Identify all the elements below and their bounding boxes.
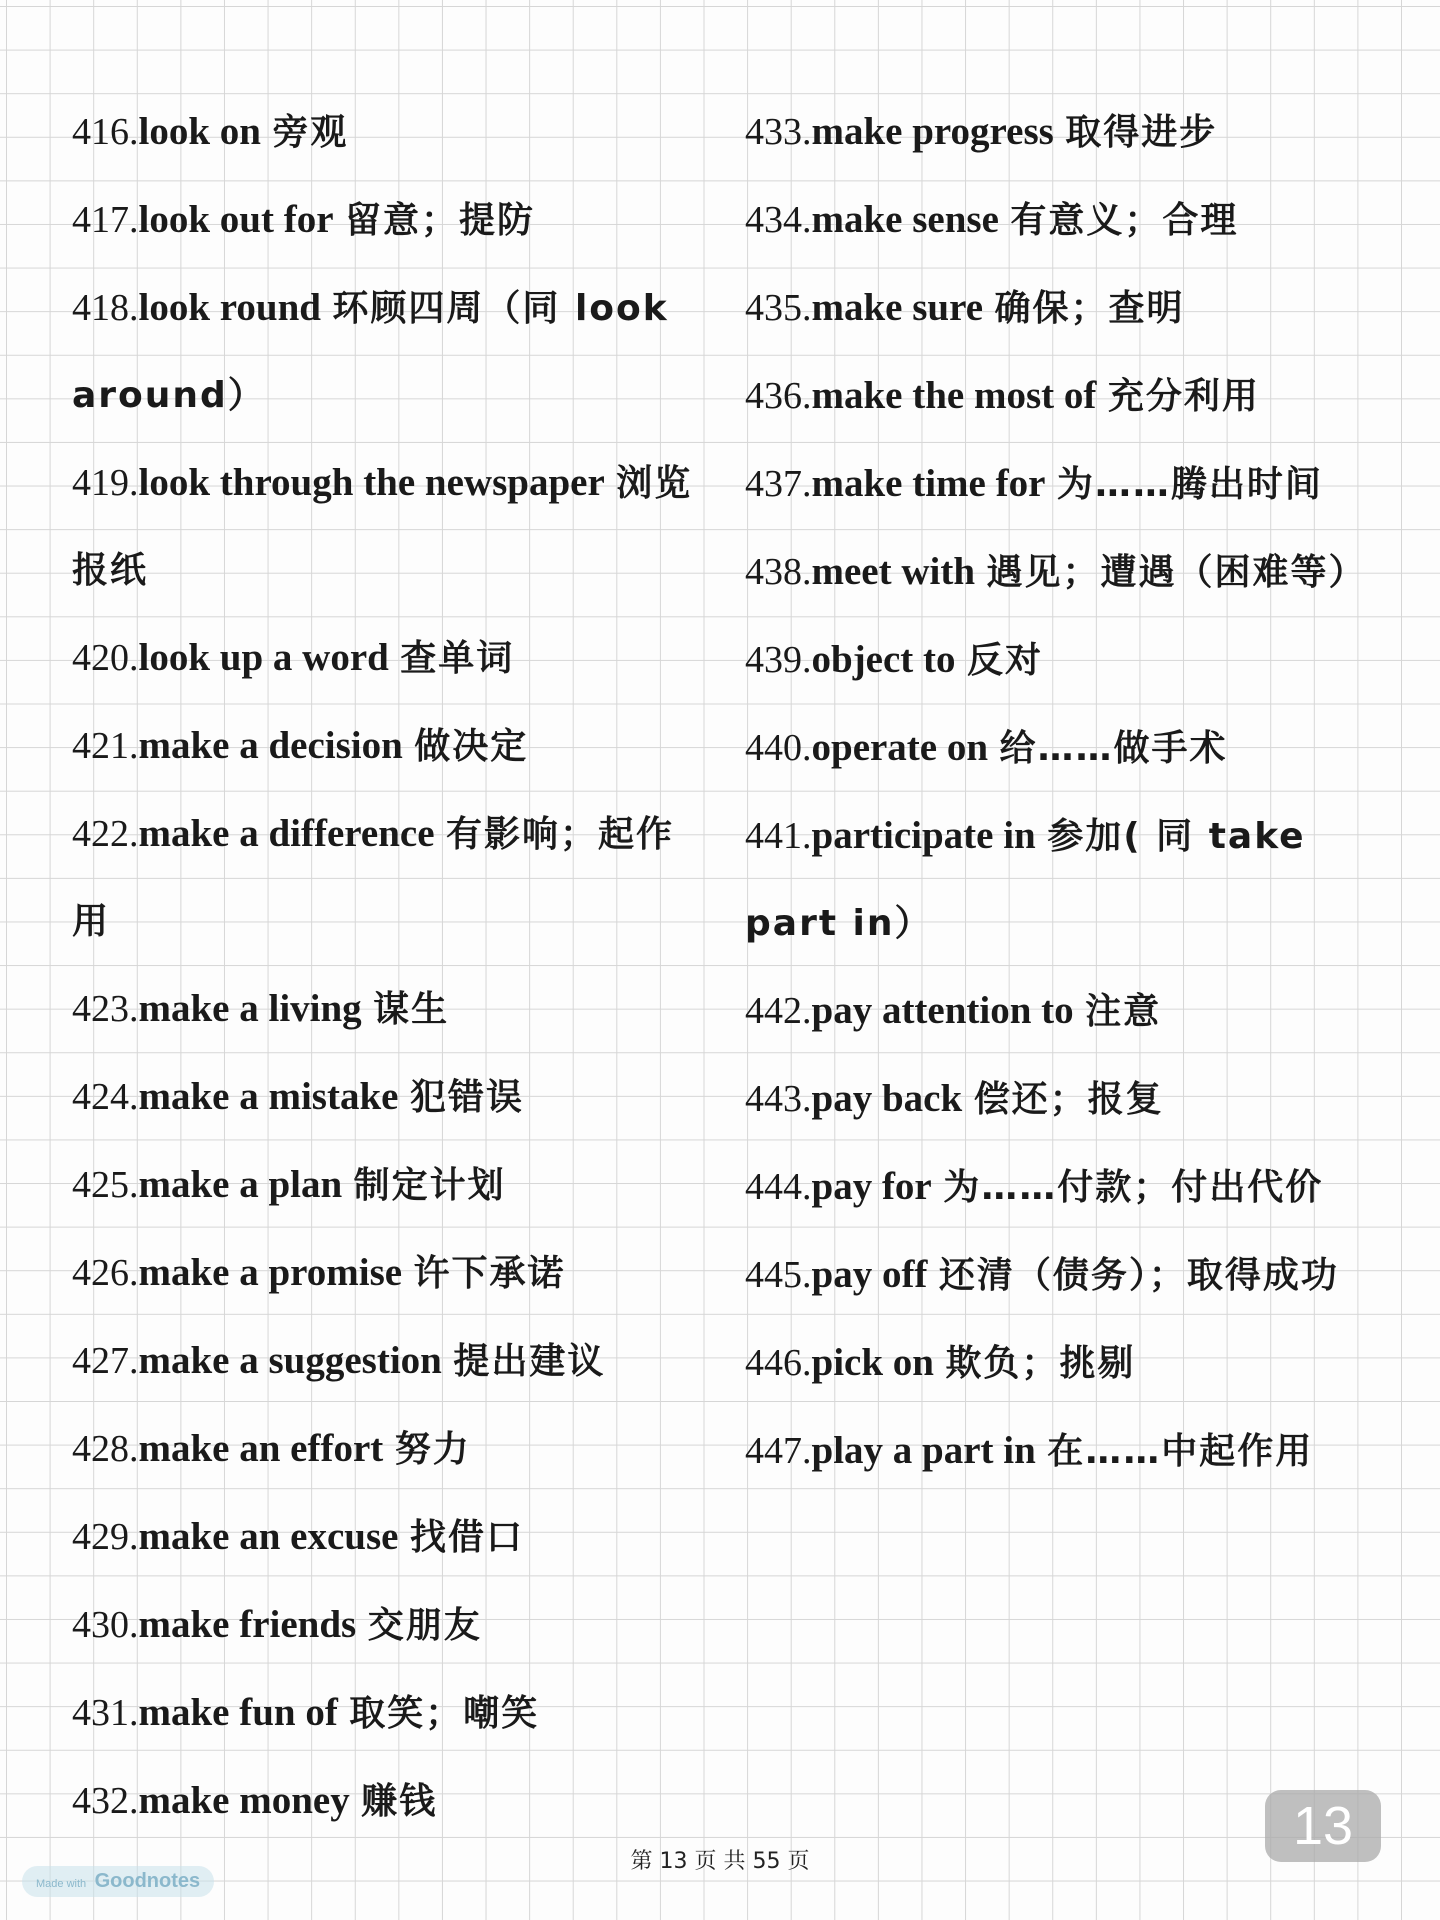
phrase-entry	[745, 528, 1385, 616]
phrase-entry	[745, 1407, 1385, 1495]
entry-number: 443.	[745, 1078, 812, 1120]
entry-phrase: look up a word	[138, 636, 389, 679]
entry-number: 445.	[745, 1254, 812, 1296]
entry-number: 446.	[745, 1342, 812, 1384]
entry-meaning: 有意义；合理	[1010, 200, 1239, 241]
left-column	[72, 88, 702, 1845]
entry-number: 417.	[72, 199, 139, 241]
entry-meaning: 留意；提防	[344, 200, 535, 241]
entry-phrase: look round	[138, 286, 321, 329]
entry-meaning: 浏览报纸	[72, 463, 693, 591]
entry-number: 424.	[72, 1076, 139, 1118]
entry-phrase: make a living	[138, 987, 362, 1030]
entry-meaning: 犯错误	[409, 1077, 524, 1118]
entry-phrase: make friends	[138, 1603, 357, 1646]
phrase-entry	[72, 1053, 702, 1141]
entry-phrase: make a suggestion	[138, 1339, 442, 1382]
phrase-entry	[72, 1317, 702, 1405]
phrase-entry	[745, 704, 1385, 792]
entry-meaning: 谋生	[373, 989, 450, 1030]
goodnotes-watermark	[22, 1866, 214, 1897]
entry-meaning: 环顾四周（同 look around）	[72, 288, 669, 416]
entry-phrase: make sense	[811, 198, 999, 241]
entry-meaning: 取笑；嘲笑	[349, 1693, 540, 1734]
entry-phrase: make a decision	[138, 724, 403, 767]
phrase-entry	[72, 1669, 702, 1757]
entry-meaning: 在……中起作用	[1047, 1431, 1314, 1472]
entry-number: 441.	[745, 815, 812, 857]
entry-phrase: make an excuse	[138, 1515, 399, 1558]
phrase-entry	[745, 352, 1385, 440]
phrase-entry	[72, 790, 702, 965]
phrase-entry	[745, 1231, 1385, 1319]
phrase-entry	[745, 1319, 1385, 1407]
phrase-entry	[745, 176, 1385, 264]
phrase-entry	[72, 88, 702, 176]
phrase-entry	[72, 1581, 702, 1669]
entry-number: 421.	[72, 725, 139, 767]
entry-phrase: play a part in	[811, 1429, 1036, 1472]
entry-number: 444.	[745, 1166, 812, 1208]
entry-phrase: make money	[138, 1779, 350, 1822]
entry-number: 437.	[745, 463, 812, 505]
entry-number: 436.	[745, 375, 812, 417]
right-column	[745, 88, 1385, 1495]
entry-number: 427.	[72, 1340, 139, 1382]
phrase-entry	[745, 440, 1385, 528]
entry-number: 438.	[745, 551, 812, 593]
phrase-entry	[745, 1055, 1385, 1143]
entry-number: 420.	[72, 637, 139, 679]
entry-phrase: make a plan	[138, 1163, 343, 1206]
entry-phrase: participate in	[811, 814, 1036, 857]
entry-phrase: meet with	[811, 550, 976, 593]
entry-phrase: make sure	[811, 286, 984, 329]
entry-phrase: make time for	[811, 462, 1046, 505]
entry-meaning: 取得进步	[1065, 112, 1218, 153]
entry-number: 433.	[745, 111, 812, 153]
entry-number: 435.	[745, 287, 812, 329]
entry-number: 439.	[745, 639, 812, 681]
entry-meaning: 制定计划	[353, 1165, 506, 1206]
phrase-entry	[72, 1405, 702, 1493]
entry-number: 425.	[72, 1164, 139, 1206]
phrase-entry	[72, 264, 702, 439]
entry-meaning: 注意	[1085, 991, 1162, 1032]
entry-meaning: 查单词	[400, 638, 515, 679]
entry-phrase: pick on	[811, 1341, 934, 1384]
entry-phrase: make an effort	[138, 1427, 384, 1470]
entry-meaning: 提出建议	[453, 1341, 606, 1382]
entry-meaning: 交朋友	[367, 1605, 482, 1646]
phrase-entry	[745, 1143, 1385, 1231]
watermark-made-with: Made with	[36, 1878, 87, 1890]
entry-meaning: 赚钱	[361, 1781, 438, 1822]
entry-phrase: look out for	[138, 198, 334, 241]
entry-phrase: make a mistake	[138, 1075, 399, 1118]
entry-meaning: 旁观	[272, 112, 349, 153]
entry-phrase: make a promise	[138, 1251, 403, 1294]
entry-number: 442.	[745, 990, 812, 1032]
entry-meaning: 欺负；挑剔	[945, 1343, 1136, 1384]
entry-meaning: 确保；查明	[994, 288, 1185, 329]
entry-meaning: 遇见；遭遇（困难等）	[986, 552, 1367, 593]
watermark-brand: Goodnotes	[94, 1870, 201, 1892]
entry-phrase: make fun of	[138, 1691, 338, 1734]
phrase-entry	[72, 1141, 702, 1229]
entry-number: 431.	[72, 1692, 139, 1734]
phrase-entry	[745, 264, 1385, 352]
entry-number: 434.	[745, 199, 812, 241]
entry-number: 419.	[72, 462, 139, 504]
entry-meaning: 充分利用	[1107, 376, 1260, 417]
entry-phrase: operate on	[811, 726, 989, 769]
entry-phrase: pay off	[811, 1253, 928, 1296]
entry-meaning: 努力	[394, 1429, 471, 1470]
entry-phrase: look through the newspaper	[138, 461, 605, 504]
phrase-entry	[72, 614, 702, 702]
entry-phrase: object to	[811, 638, 956, 681]
entry-meaning: 还清（债务）；取得成功	[938, 1255, 1339, 1296]
entry-meaning: 参加( 同 take part in）	[745, 816, 1306, 944]
entry-number: 418.	[72, 287, 139, 329]
entry-phrase: make the most of	[811, 374, 1097, 417]
phrase-entry	[72, 439, 702, 614]
phrase-entry	[72, 965, 702, 1053]
entry-meaning: 有影响；起作用	[72, 814, 674, 942]
entry-phrase: pay attention to	[811, 989, 1074, 1032]
entry-meaning: 做决定	[414, 726, 529, 767]
phrase-entry	[745, 616, 1385, 704]
entry-number: 423.	[72, 988, 139, 1030]
entry-number: 432.	[72, 1780, 139, 1822]
entry-number: 422.	[72, 813, 139, 855]
entry-number: 430.	[72, 1604, 139, 1646]
entry-number: 416.	[72, 111, 139, 153]
phrase-entry	[72, 1757, 702, 1845]
entry-phrase: make progress	[811, 110, 1054, 153]
entry-phrase: pay back	[811, 1077, 963, 1120]
phrase-entry	[72, 1229, 702, 1317]
entry-number: 447.	[745, 1430, 812, 1472]
entry-phrase: look on	[138, 110, 261, 153]
entry-phrase: pay for	[811, 1165, 932, 1208]
entry-number: 440.	[745, 727, 812, 769]
entry-meaning: 许下承诺	[413, 1253, 566, 1294]
entry-meaning: 为……腾出时间	[1056, 464, 1323, 505]
page-footer: 第 13 页 共 55 页	[630, 1849, 810, 1874]
phrase-entry	[745, 88, 1385, 176]
entry-meaning: 给……做手术	[999, 728, 1228, 769]
phrase-entry	[72, 176, 702, 264]
entry-number: 428.	[72, 1428, 139, 1470]
entry-meaning: 偿还；报复	[973, 1079, 1164, 1120]
entry-number: 426.	[72, 1252, 139, 1294]
phrase-entry	[72, 702, 702, 790]
phrase-entry	[72, 1493, 702, 1581]
entry-phrase: make a difference	[138, 812, 435, 855]
phrase-entry	[745, 967, 1385, 1055]
entry-meaning: 找借口	[409, 1517, 524, 1558]
entry-number: 429.	[72, 1516, 139, 1558]
entry-meaning: 为……付款；付出代价	[943, 1167, 1324, 1208]
entry-meaning: 反对	[966, 640, 1043, 681]
page-number-badge: 13	[1265, 1790, 1381, 1862]
phrase-entry	[745, 792, 1385, 967]
